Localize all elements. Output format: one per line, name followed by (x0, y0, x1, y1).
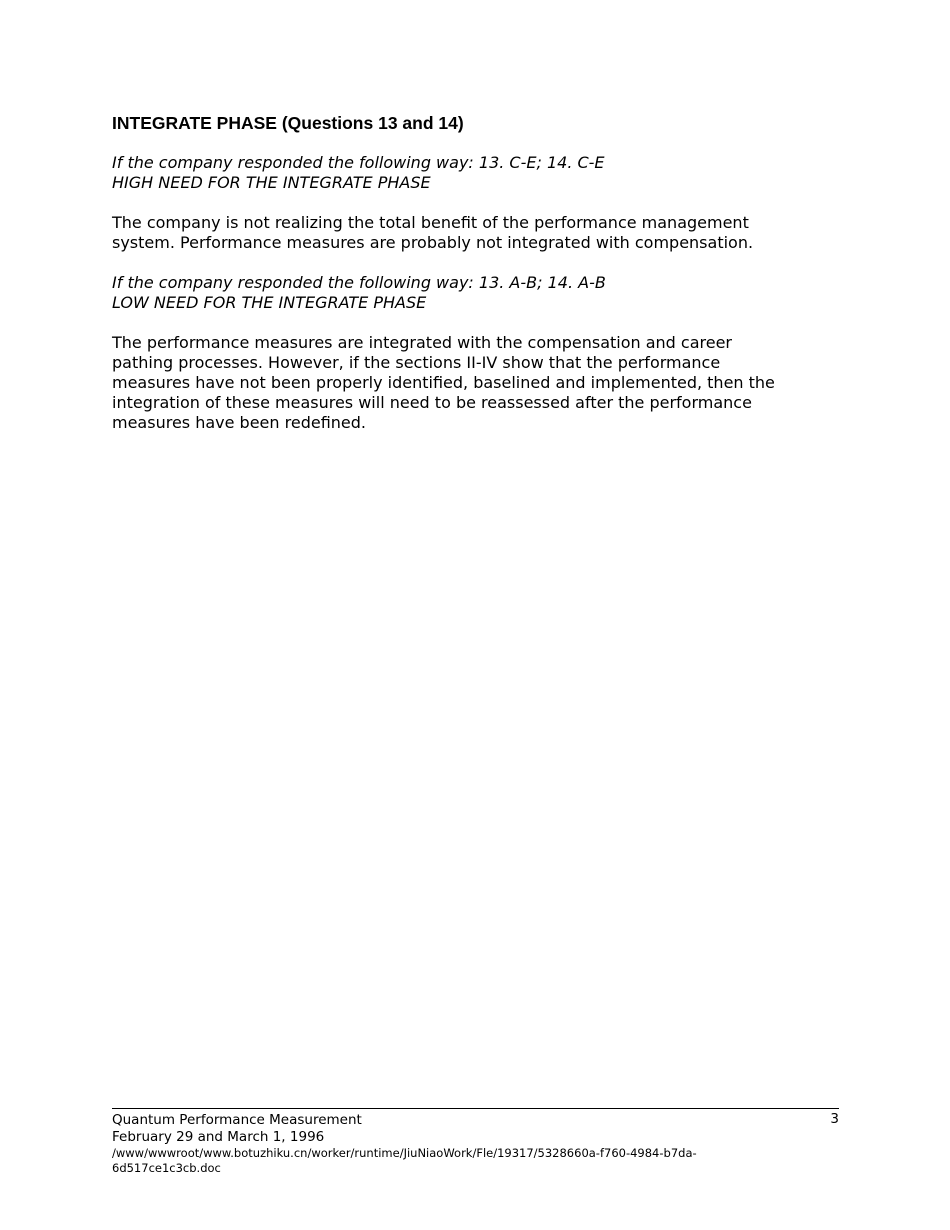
high-need-description-line: The company is not realizing the total benefit of the performance management (112, 213, 749, 232)
low-need-label: LOW NEED FOR THE INTEGRATE PHASE (112, 293, 427, 312)
footer-file-path-line: 6d517ce1c3cb.doc (112, 1161, 221, 1175)
low-need-description-line: integration of these measures will need to be reassessed after the performance (112, 393, 752, 412)
footer-title: Quantum Performance Measurement (112, 1112, 362, 1128)
high-need-condition-line: If the company responded the following way: 13. C-E; 14. C-E (112, 153, 605, 172)
page-number: 3 (830, 1111, 839, 1127)
high-need-description-line: system. Performance measures are probably not integrated with compensation. (112, 233, 754, 252)
low-need-description (112, 333, 839, 433)
footer-file-path-line: /www/wwwroot/www.botuzhiku.cn/worker/runtime/JiuNiaoWork/Fle/19317/5328660a-f760-4984-b7da- (112, 1146, 697, 1160)
low-need-description-line: measures have not been properly identified, baselined and implemented, then the (112, 373, 775, 392)
document-page (112, 0, 839, 1230)
high-need-condition (112, 153, 839, 193)
high-need-label: HIGH NEED FOR THE INTEGRATE PHASE (112, 173, 431, 192)
high-need-description (112, 213, 839, 253)
footer-date: February 29 and March 1, 1996 (112, 1129, 325, 1145)
low-need-description-line: pathing processes. However, if the sections II-IV show that the performance (112, 353, 721, 372)
section-heading: INTEGRATE PHASE (Questions 13 and 14) (112, 113, 464, 133)
low-need-description-line: The performance measures are integrated with the compensation and career (112, 333, 733, 352)
low-need-condition (112, 273, 839, 313)
page-footer (112, 1108, 839, 1176)
low-need-condition-line: If the company responded the following way: 13. A-B; 14. A-B (112, 273, 606, 292)
low-need-description-line: measures have been redefined. (112, 413, 366, 432)
